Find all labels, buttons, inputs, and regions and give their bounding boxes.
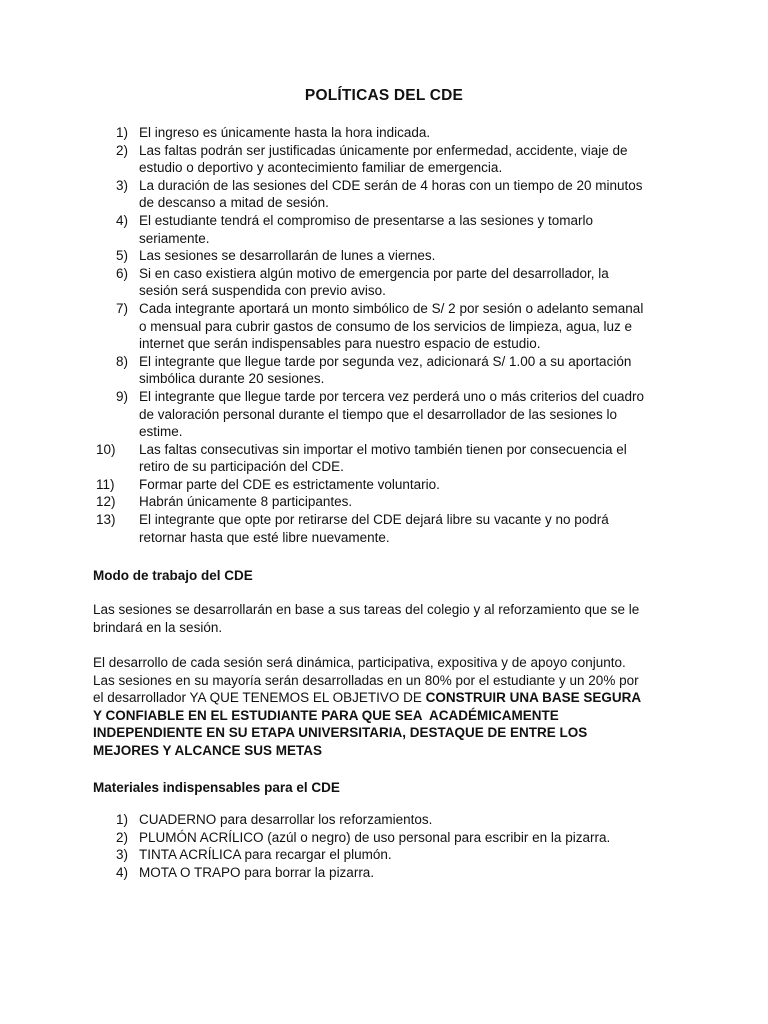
paragraph-sesiones (93, 601, 683, 636)
list-item-text: o mensual para cubrir gastos de consumo de los servicios de limpieza, agua, luz e (139, 318, 633, 334)
list-item (0, 476, 679, 494)
list-item (0, 124, 679, 142)
bold-emphasis: MEJORES Y ALCANCE SUS METAS (93, 742, 323, 758)
list-item-text: seriamente. (139, 230, 210, 246)
list-item-text: de descanso a mitad de sesión. (139, 195, 329, 211)
list-item-text: simbólica durante 20 sesiones. (139, 371, 325, 387)
list-item (0, 829, 679, 847)
list-item-number: 10) (96, 441, 116, 457)
policies-list (0, 124, 679, 546)
list-item-text: estime. (139, 424, 183, 440)
document-title: POLÍTICAS DEL CDE (304, 87, 464, 104)
list-item-text: El integrante que llegue tarde por tercera vez perderá uno o más criterios del cuadro (139, 388, 645, 404)
list-item (0, 212, 679, 247)
list-item (0, 441, 679, 476)
list-item-text: TINTA ACRÍLICA para recargar el plumón. (139, 847, 392, 863)
paragraph-line: Las sesiones se desarrollarán en base a sus tareas del colegio y al reforzamiento que se le (93, 602, 640, 617)
list-item (0, 511, 679, 546)
list-item-text: El estudiante tendrá el compromiso de presentarse a las sesiones y tomarlo (139, 212, 593, 228)
list-item (0, 300, 679, 353)
paragraph-line: el desarrollador YA QUE TENEMOS EL OBJETIVO DE (93, 690, 426, 706)
list-item (0, 811, 679, 829)
list-item (0, 177, 679, 212)
list-item-text: PLUMÓN ACRÍLICO (azúl o negro) de uso personal para escribir en la pizarra. (139, 829, 611, 845)
materials-list (0, 811, 679, 881)
list-item (0, 493, 679, 511)
list-item-text: internet que serán indispensables para nuestro espacio de estudio. (139, 336, 541, 352)
list-item-number: 1) (116, 812, 129, 827)
list-item-number: 12) (96, 494, 116, 510)
list-item-number: 2) (116, 829, 129, 845)
list-item-number: 1) (116, 125, 129, 140)
list-item (0, 864, 679, 882)
list-item-text: Las faltas consecutivas sin importar el motivo también tienen por consecuencia el (139, 441, 627, 457)
list-item (0, 388, 679, 441)
list-item-text: El ingreso es únicamente hasta la hora indicada. (139, 125, 431, 140)
list-item-text: retiro de su participación del CDE. (139, 459, 344, 475)
list-item-text: La duración de las sesiones del CDE serán de 4 horas con un tiempo de 20 minutos (139, 177, 643, 193)
list-item-text: estudio o deportivo y acontecimiento familiar de emergencia. (139, 160, 503, 176)
paragraph-line: brindará en la sesión. (93, 619, 223, 635)
list-item-number: 8) (116, 353, 129, 369)
list-item-text: retornar hasta que esté libre nuevamente. (139, 529, 390, 545)
paragraph-desarrollo (93, 654, 683, 760)
bold-emphasis: Y CONFIABLE EN EL ESTUDIANTE PARA QUE SEA ACADÉMICAMENTE (93, 707, 559, 723)
list-item-text: Cada integrante aportará un monto simbólico de S/ 2 por sesión o adelanto semanal (139, 300, 644, 316)
list-item (0, 353, 679, 388)
list-item-number: 13) (96, 512, 116, 528)
list-item-text: sesión será suspendida con previo aviso. (139, 283, 386, 299)
list-item (0, 846, 679, 864)
list-item (0, 265, 679, 300)
list-item-text: El integrante que llegue tarde por segunda vez, adicionará S/ 1.00 a su aportación (139, 353, 632, 369)
list-item-number: 11) (96, 476, 115, 492)
list-item-number: 2) (116, 142, 129, 158)
list-item-text: Las sesiones se desarrollarán de lunes a viernes. (139, 248, 436, 264)
list-item-number: 3) (116, 177, 129, 193)
paragraph-line: El desarrollo de cada sesión será dinámica, participativa, expositiva y de apoyo conjunto. (93, 655, 626, 670)
list-item-text: El integrante que opte por retirarse del CDE dejará libre su vacante y no podrá (139, 512, 609, 528)
list-item-text: Habrán únicamente 8 participantes. (139, 494, 353, 510)
bold-emphasis: CONSTRUIR UNA BASE SEGURA (425, 690, 642, 706)
list-item-number: 9) (116, 388, 129, 404)
list-item-number: 3) (116, 847, 129, 863)
bold-emphasis: INDEPENDIENTE EN SU ETAPA UNIVERSITARIA, DESTAQUE DE ENTRE LOS (93, 725, 588, 741)
list-item-number: 7) (116, 300, 129, 316)
section-heading-materiales: Materiales indispensables para el CDE (93, 780, 340, 795)
list-item (0, 142, 679, 177)
list-item-text: Formar parte del CDE es estrictamente voluntario. (139, 476, 440, 492)
list-item-text: Si en caso existiera algún motivo de emergencia por parte del desarrollador, la (139, 265, 609, 281)
list-item (0, 247, 679, 265)
list-item-text: Las faltas podrán ser justificadas únicamente por enfermedad, accidente, viaje de (139, 142, 628, 158)
list-item-number: 6) (116, 265, 129, 281)
list-item-number: 4) (116, 212, 129, 228)
list-item-number: 4) (116, 864, 129, 880)
list-item-text: MOTA O TRAPO para borrar la pizarra. (139, 864, 375, 880)
paragraph-line: Las sesiones en su mayoría serán desarrolladas en un 80% por el estudiante y un 20% por (93, 672, 639, 688)
list-item-text: de valoración personal durante el tiempo que el desarrollador de las sesiones lo (139, 406, 618, 422)
list-item-number: 5) (116, 248, 129, 264)
list-item-text: CUADERNO para desarrollar los reforzamientos. (139, 812, 433, 827)
section-heading-modo-de-trabajo: Modo de trabajo del CDE (93, 568, 253, 583)
